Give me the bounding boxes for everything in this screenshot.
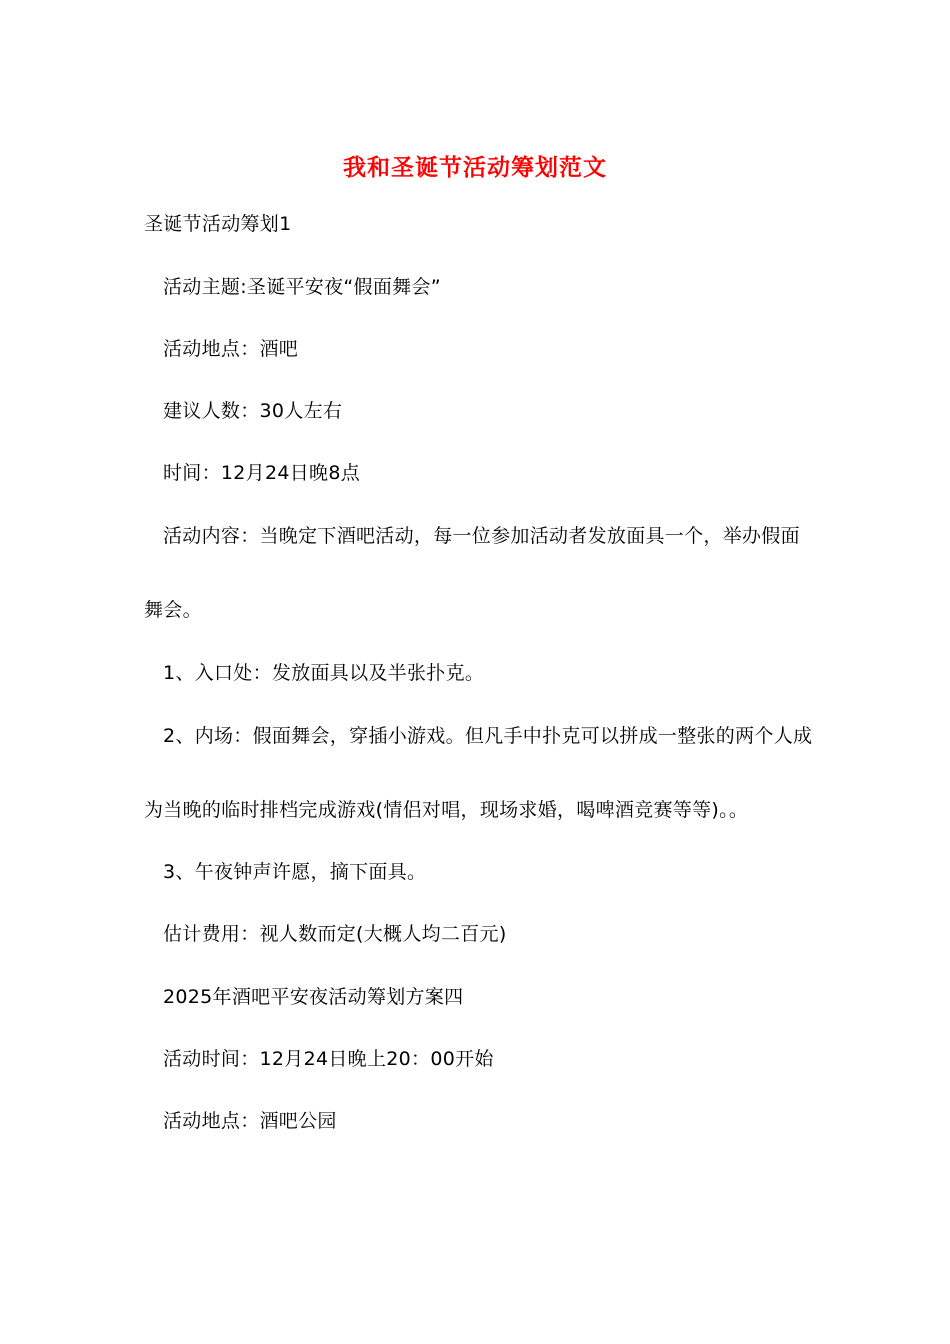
activity-content: 活动内容：当晚定下酒吧活动，每一位参加活动者发放面具一个，举办假面 — [163, 525, 800, 547]
list-item: 1、入口处：发放面具以及半张扑克。 — [163, 662, 485, 684]
activity-time: 时间：12月24日晚8点 — [163, 462, 361, 484]
section-heading: 2025年酒吧平安夜活动筹划方案四 — [163, 986, 464, 1008]
activity-theme: 活动主题:圣诞平安夜“假面舞会” — [163, 276, 441, 298]
document-title: 我和圣诞节活动筹划范文 — [343, 154, 607, 181]
list-item-cont: 为当晚的临时排档完成游戏(情侣对唱，现场求婚，喝啤酒竞赛等等)。。 — [144, 799, 749, 821]
activity-time: 活动时间：12月24日晚上20：00开始 — [163, 1048, 494, 1070]
suggested-people: 建议人数：30人左右 — [163, 400, 343, 422]
activity-location: 活动地点：酒吧公园 — [163, 1110, 337, 1132]
list-item: 2、内场：假面舞会，穿插小游戏。但凡手中扑克可以拼成一整张的两个人成 — [163, 725, 813, 747]
estimated-cost: 估计费用：视人数而定(大概人均二百元) — [163, 923, 507, 945]
activity-content-cont: 舞会。 — [144, 599, 202, 621]
activity-location: 活动地点：酒吧 — [163, 338, 299, 360]
list-item: 3、午夜钟声许愿，摘下面具。 — [163, 861, 427, 883]
section-heading: 圣诞节活动筹划1 — [144, 213, 292, 235]
